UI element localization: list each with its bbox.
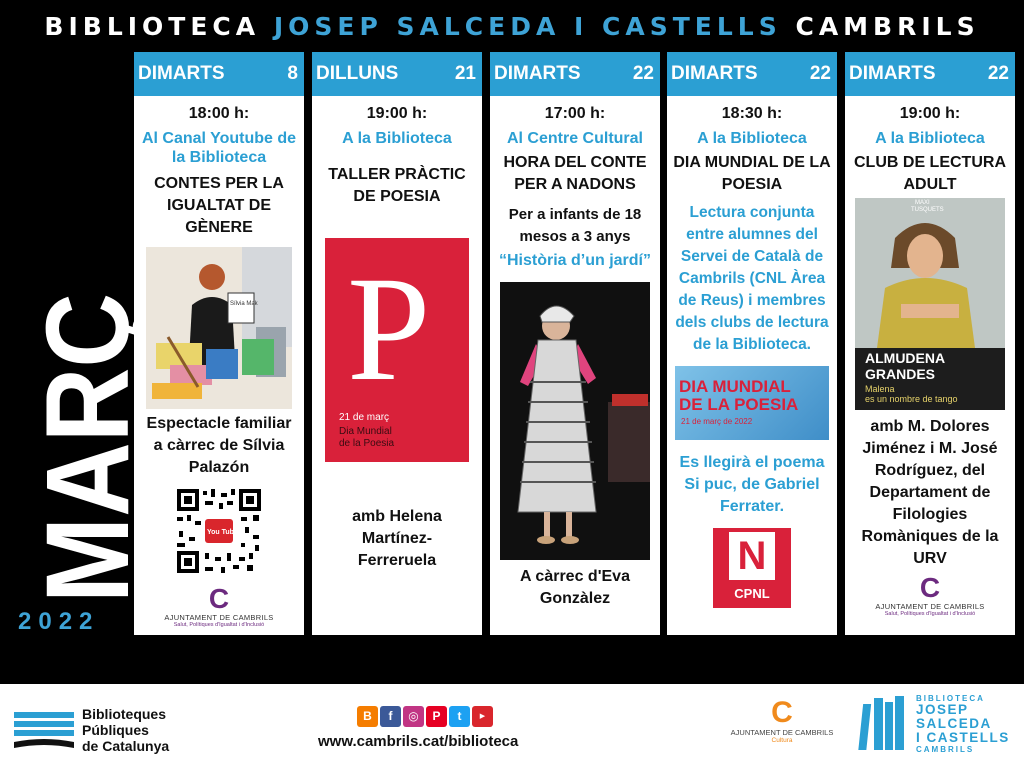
year-label: 2022 <box>18 608 100 635</box>
event-audience: Per a infants de 18 mesos a 3 anys <box>508 206 642 245</box>
day-number: 8 <box>287 63 298 84</box>
pinterest-icon[interactable]: P <box>426 706 447 727</box>
logo-name: AJUNTAMENT DE CAMBRILS <box>875 602 985 611</box>
event-title: CLUB DE LECTURA ADULT <box>854 154 1006 193</box>
event-time: 19:00 h: <box>899 105 961 122</box>
column-header <box>312 52 482 96</box>
youtube-icon[interactable]: ▶ <box>472 706 493 727</box>
qr-code[interactable] <box>175 487 263 575</box>
page-title <box>0 12 1024 41</box>
cambrils-c-icon: C <box>208 583 230 614</box>
event-title: CONTES PER LA IGUALTAT DE GÈNERE <box>154 175 284 236</box>
qr-badge-text: You Tube <box>207 529 238 536</box>
event-location: A la Biblioteca <box>342 130 452 147</box>
event-presenter: Espectacle familiar a càrrec de Sílvia Palazón <box>146 415 292 476</box>
ajuntament-logo <box>159 585 279 628</box>
event-time: 19:00 h: <box>366 105 428 122</box>
day-name: DIMARTS <box>671 63 758 84</box>
ajuntament-logo <box>870 574 990 617</box>
blogger-icon[interactable]: B <box>357 706 378 727</box>
column-header <box>667 52 837 96</box>
event-time: 18:30 h: <box>721 105 783 122</box>
banner-date: 21 de març de 2022 <box>681 417 753 426</box>
website-link[interactable]: www.cambrils.cat/biblioteca <box>318 733 519 750</box>
day-name: DILLUNS <box>316 63 399 84</box>
twitter-icon[interactable]: t <box>449 706 470 727</box>
book-series: MAXI <box>915 200 930 206</box>
event-photo <box>146 247 292 409</box>
day-number: 22 <box>632 63 654 84</box>
books-icon <box>862 696 912 752</box>
event-location: Al Canal Youtube de la Biblioteca <box>141 130 297 166</box>
ajuntament-cultura-logo <box>720 698 844 744</box>
book-cover <box>855 198 1005 410</box>
logo-subtitle: Salut, Polítiques d'Igualtat i d'Inclusió <box>173 622 265 628</box>
logo-subtitle: Salut, Polítiques d'Igualtat i d'Inclusió <box>884 611 976 617</box>
banner-line1: DIA MUNDIAL <box>679 377 791 396</box>
event-column-3 <box>490 52 660 635</box>
day-number: 22 <box>809 63 831 84</box>
cpnl-logo <box>713 528 791 608</box>
event-title: TALLER PRÀCTIC DE POESIA <box>328 166 466 205</box>
poster-date: 21 de març <box>339 412 390 423</box>
poster-letter: P <box>347 246 431 412</box>
poetry-day-poster <box>325 238 469 462</box>
bjs-bottom: CAMBRILS <box>916 745 975 754</box>
bjs-line3: I CASTELLS <box>916 730 1010 745</box>
day-name: DIMARTS <box>494 63 581 84</box>
bjs-line2: SALCEDA <box>916 716 992 731</box>
bjs-top: BIBLIOTECA <box>916 694 985 703</box>
title-part2: JOSEP SALCEDA I CASTELLS <box>273 12 782 41</box>
cambrils-c-icon: C <box>919 572 941 603</box>
month-text: MARÇ <box>22 249 154 603</box>
bpc-line3: de Catalunya <box>82 738 170 754</box>
poetry-banner <box>675 366 829 440</box>
day-name: DIMARTS <box>849 63 936 84</box>
ajc-name: AJUNTAMENT DE CAMBRILS <box>730 728 834 737</box>
bpc-lines-icon <box>14 710 76 750</box>
event-column-1 <box>134 52 304 635</box>
title-part3: CAMBRILS <box>795 12 980 41</box>
poster-line1: Dia Mundial <box>339 426 392 437</box>
book-title1: Malena <box>865 384 895 394</box>
event-location: A la Biblioteca <box>697 130 807 147</box>
logo-name: AJUNTAMENT DE CAMBRILS <box>164 613 274 622</box>
story-title: “Història d’un jardí” <box>498 252 651 269</box>
cpnl-text: CPNL <box>734 586 770 601</box>
event-presenter: amb Helena Martínez-Ferreruela <box>352 508 442 569</box>
book-author2: GRANDES <box>865 366 936 382</box>
event-presenter: A càrrec d'Eva Gonzàlez <box>520 568 630 607</box>
biblioteques-publiques-logo <box>14 706 169 754</box>
event-title: HORA DEL CONTE PER A NADONS <box>503 154 647 193</box>
cpnl-n-icon: N <box>729 532 775 580</box>
event-column-4 <box>667 52 837 635</box>
bpc-line1: Biblioteques <box>82 706 167 722</box>
event-location: Al Centre Cultural <box>506 130 643 147</box>
event-location: A la Biblioteca <box>875 130 985 147</box>
column-header <box>845 52 1015 96</box>
banner-line2: DE LA POESIA <box>679 395 799 414</box>
storyteller-photo <box>500 282 650 560</box>
event-column-2 <box>312 52 482 635</box>
day-number: 21 <box>454 63 476 84</box>
book-author1: ALMUDENA <box>865 350 946 366</box>
poster-line2: de la Poesia <box>339 438 395 449</box>
poem-note: Es llegirà el poema Si puc, de Gabriel Ferrater. <box>679 454 825 515</box>
book-publisher: TUSQUETS <box>911 207 944 213</box>
cambrils-c-icon: C <box>771 696 793 729</box>
footer <box>0 684 1024 768</box>
biblioteca-salceda-logo <box>862 694 1010 754</box>
instagram-icon[interactable]: ◎ <box>403 706 424 727</box>
month-label <box>16 249 154 605</box>
day-number: 22 <box>987 63 1009 84</box>
title-part1: BIBLIOTECA <box>44 12 261 41</box>
event-time: 18:00 h: <box>188 105 250 122</box>
event-description: Lectura conjunta entre alumnes del Servei de Català de Cambrils (CNL Àrea de Reus) i membres dels clubs de lectura de la Biblioteca. <box>675 204 829 353</box>
event-time: 17:00 h: <box>544 105 606 122</box>
social-icons <box>357 706 493 727</box>
event-column-5 <box>845 52 1015 635</box>
column-header <box>490 52 660 96</box>
column-header <box>134 52 304 96</box>
photo-sign: Sílvia Mak <box>230 301 258 307</box>
ajc-sub: Cultura <box>771 737 793 744</box>
event-presenter: amb M. Dolores Jiménez i M. José Rodríguez, del Departament de Filologies Romàniques de la URV <box>861 418 999 567</box>
bjs-line1: JOSEP <box>916 702 969 717</box>
bpc-line2: Públiques <box>82 722 149 738</box>
day-name: DIMARTS <box>138 63 225 84</box>
book-title2: es un nombre de tango <box>865 394 958 404</box>
event-title: DIA MUNDIAL DE LA POESIA <box>673 154 831 193</box>
facebook-icon[interactable]: f <box>380 706 401 727</box>
